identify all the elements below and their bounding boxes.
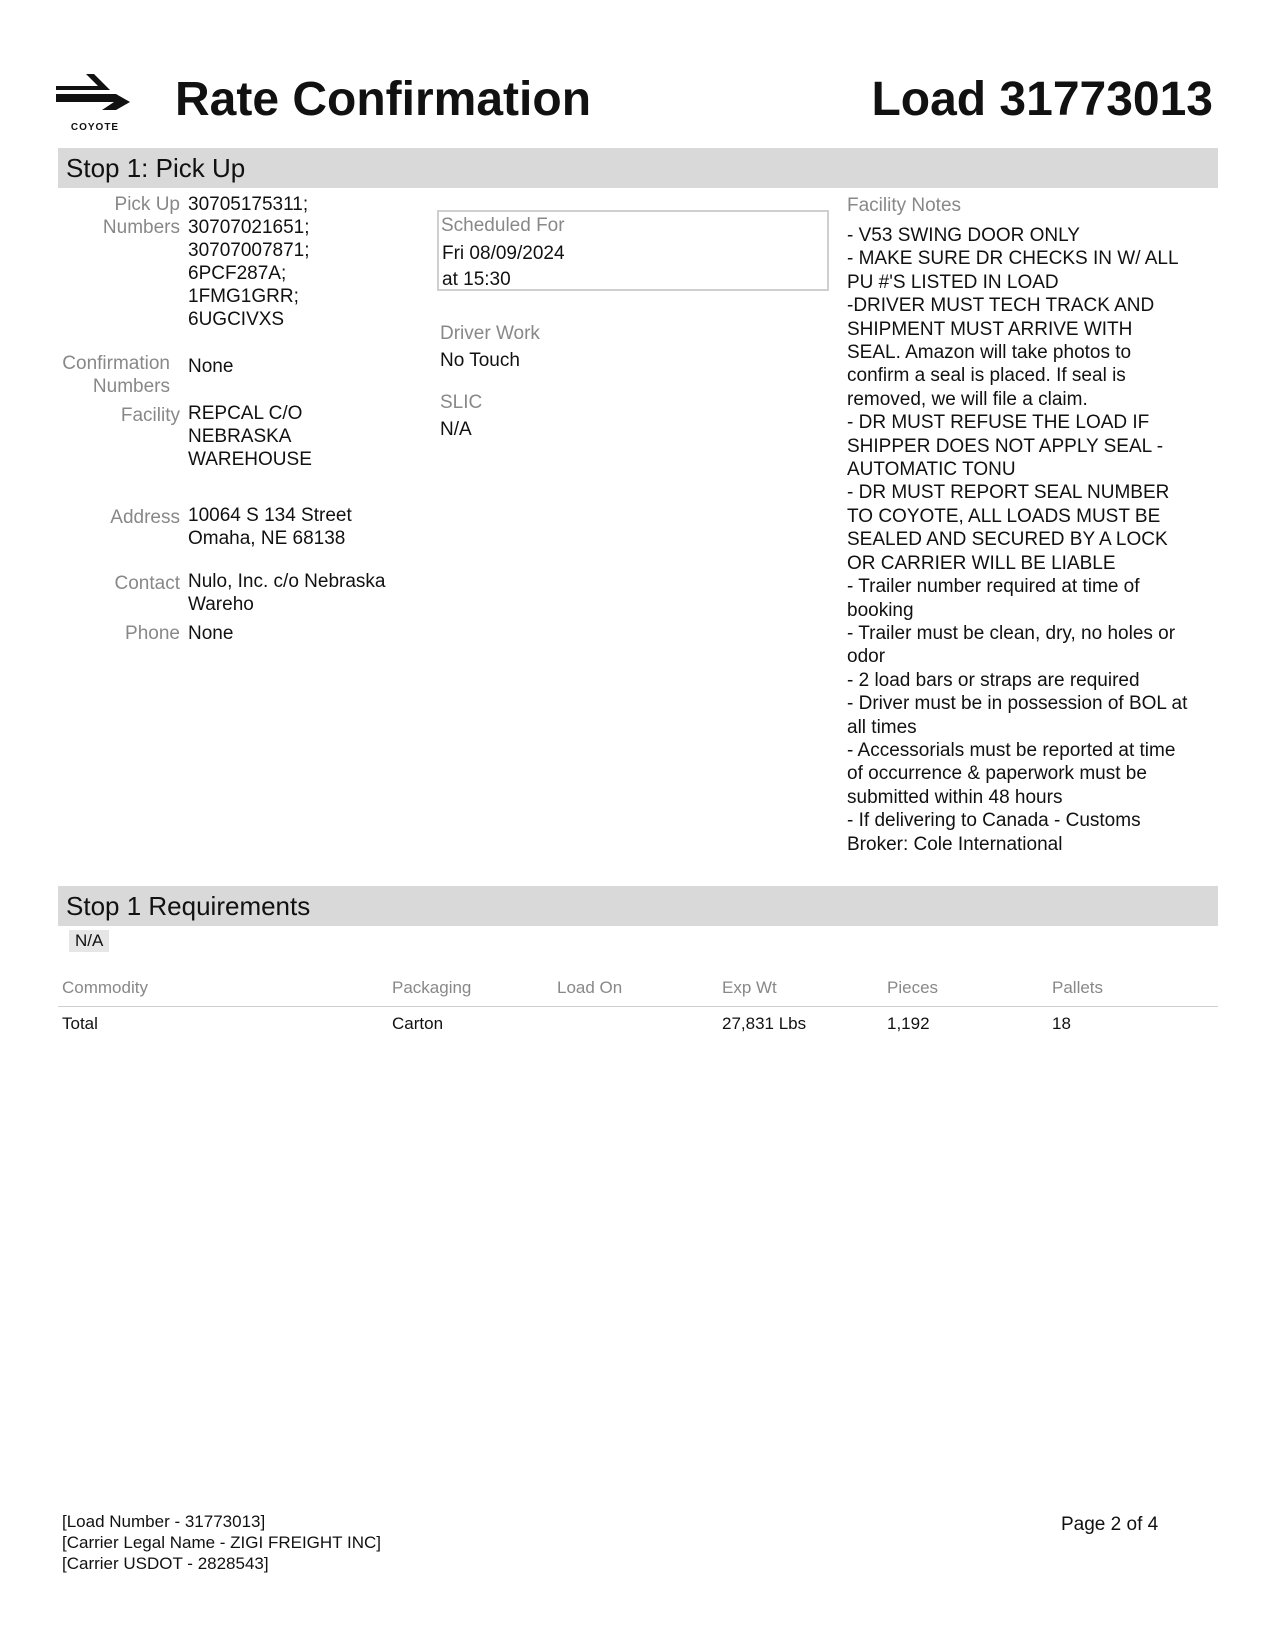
- table-cell: [553, 1007, 718, 1042]
- table-cell: Carton: [392, 1014, 444, 1033]
- table-row: [58, 1007, 1218, 1042]
- stop-section-header: Stop 1: Pick Up: [58, 148, 1218, 188]
- column-header: Exp Wt: [718, 970, 883, 1007]
- column-header: Commodity: [58, 970, 388, 1007]
- address-value: 10064 S 134 Street Omaha, NE 68138: [188, 505, 352, 549]
- contact-label: Contact: [114, 573, 180, 594]
- page-title: Rate Confirmation: [175, 73, 592, 126]
- footer-info: [62, 1511, 381, 1574]
- table-cell: 1,192: [887, 1014, 930, 1033]
- confirmation-numbers-label: Confirmation Numbers: [62, 353, 170, 397]
- scheduled-time: at 15:30: [442, 269, 511, 290]
- footer-carrier-usdot: [Carrier USDOT - 2828543]: [62, 1554, 269, 1573]
- facility-notes-text: - V53 SWING DOOR ONLY - MAKE SURE DR CHECKS IN W/ ALL PU #'S LISTED IN LOAD -DRIVER MUST TECH TRACK AND SHIPMENT MUST ARRIVE WITH SEAL. Amazon will take photos to confirm a seal is placed. If seal is removed, we will file a claim. - DR MUST REFUSE THE LOAD IF SHIPPER DOES NOT APPLY SEAL - AUTOMATIC TONU - DR MUST REPORT SEAL NUMBER TO COYOTE, ALL LOADS MUST BE SEALED AND SECURED BY A LOCK OR CARRIER WILL BE LIABLE - Trailer number required at time of booking - Trailer must be clean, dry, no holes or odor - 2 load bars or straps are required - Driver must be in possession of BOL at all times - Accessorials must be reported at time of occurrence & paperwork must be submitted within 48 hours - If delivering to Canada - Customs Broker: Cole International: [847, 225, 1188, 855]
- table-header-row: [58, 970, 1218, 1007]
- slic-value: N/A: [440, 419, 472, 440]
- footer-carrier-name: [Carrier Legal Name - ZIGI FREIGHT INC]: [62, 1533, 381, 1552]
- scheduled-date: Fri 08/09/2024: [442, 243, 565, 264]
- contact-value: Nulo, Inc. c/o Nebraska Wareho: [188, 571, 386, 615]
- address-label: Address: [110, 507, 180, 528]
- page-number: Page 2 of 4: [1061, 1514, 1159, 1535]
- table-cell: 27,831 Lbs: [722, 1014, 807, 1033]
- table-cell: 18: [1052, 1014, 1071, 1033]
- pickup-numbers-label: Pick Up Numbers: [102, 194, 180, 238]
- coyote-logo: [56, 72, 134, 136]
- requirements-section-header: Stop 1 Requirements: [58, 886, 1218, 926]
- slic-label: SLIC: [440, 392, 483, 413]
- phone-value: None: [188, 623, 234, 644]
- requirements-tag: N/A: [69, 930, 109, 952]
- driver-work-value: No Touch: [440, 350, 520, 371]
- column-header: Packaging: [388, 970, 553, 1007]
- facility-value: REPCAL C/O NEBRASKA WAREHOUSE: [188, 403, 312, 470]
- footer-load-number: [Load Number - 31773013]: [62, 1512, 266, 1531]
- phone-label: Phone: [125, 623, 180, 644]
- column-header: Pallets: [1048, 970, 1218, 1007]
- load-title: Load 31773013: [871, 73, 1213, 126]
- scheduled-label: Scheduled For: [441, 215, 565, 236]
- column-header: Pieces: [883, 970, 1048, 1007]
- brand-name: COYOTE: [70, 122, 120, 133]
- confirmation-numbers-value: None: [188, 356, 234, 377]
- pickup-numbers-value: 30705175311; 30707021651; 30707007871; 6PCF287A; 1FMG1GRR; 6UGCIVXS: [188, 194, 310, 330]
- coyote-logo-icon: [56, 72, 134, 122]
- facility-notes-label: Facility Notes: [847, 195, 962, 216]
- driver-work-label: Driver Work: [440, 323, 540, 344]
- facility-label: Facility: [120, 405, 180, 426]
- column-header: Load On: [553, 970, 718, 1007]
- table-cell: Total: [62, 1014, 98, 1033]
- commodity-table: [58, 970, 1218, 1041]
